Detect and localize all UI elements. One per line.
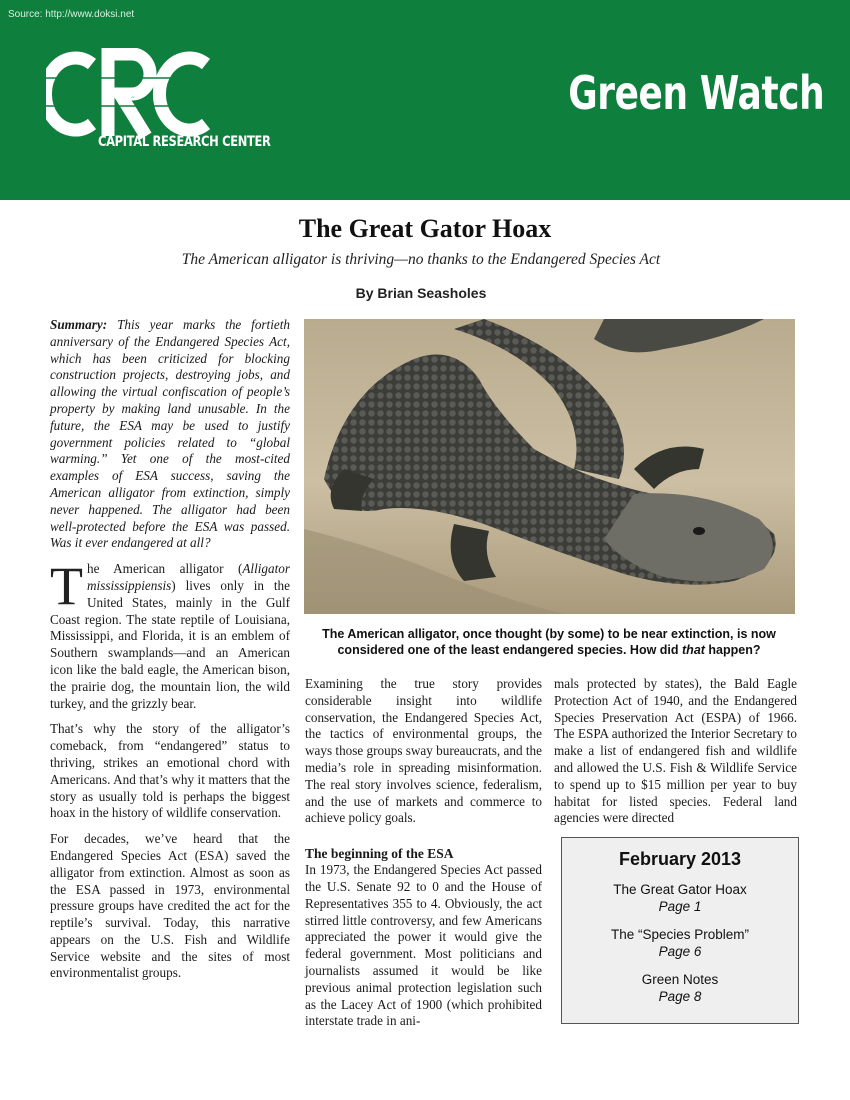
toc-item-page: Page 6 bbox=[658, 944, 702, 959]
toc-item[interactable] bbox=[562, 881, 798, 915]
logo-subtitle: CAPITAL RESEARCH CENTER bbox=[98, 134, 271, 150]
body-paragraph-2: That’s why the story of the alligator’s comeback, from “endangered” status to thriving, strikes an emotional chord with Americans. And that’s why it matters that the story as usually told is perhaps the biggest hoax in the history of wildlife conservation. bbox=[50, 721, 290, 821]
column-middle bbox=[305, 676, 542, 1030]
toc-item-title: Green Notes bbox=[641, 972, 719, 987]
intro-paragraph bbox=[50, 556, 290, 712]
column-left bbox=[50, 317, 290, 991]
column-right bbox=[554, 676, 797, 827]
caption-text-b: happen? bbox=[704, 643, 761, 657]
article-subtitle: The American alligator is thriving—no thanks to the Endangered Species Act bbox=[181, 251, 661, 268]
intro-text-b: ) lives only in the United States, mainly in the Gulf Coast region. The state reptile of Louisiana, Mississippi, and Florida, it is an emblem of Southern swamplands—and an American icon like the bald eagle, the American bison, the prairie dog, the mountain lion, the wild turkey, and the grizzly bear. bbox=[50, 577, 290, 711]
body-paragraph-6: mals protected by states), the Bald Eagle Protection Act of 1940, and the Endangered Species Preservation Act (ESPA) of 1966. The ESPA authorized the Interior Secretary to make a list of endangered fish and wildlife and allowed the U.S. Fish & Wildlife Service to spend up to $15 million per year to buy habitat for listed species. Federal land agencies were directed bbox=[554, 676, 797, 826]
caption-text-a: The American alligator, once thought (by some) to be near extinction, is now considered one of the least endangered species. How did bbox=[322, 627, 776, 657]
publication-title: Green Watch bbox=[567, 66, 824, 120]
summary-label: Summary: bbox=[50, 317, 108, 332]
article-byline: By Brian Seasholes bbox=[355, 285, 487, 301]
issue-date: February 2013 bbox=[618, 849, 742, 869]
alligator-photo bbox=[304, 319, 795, 614]
toc-item-title: The “Species Problem” bbox=[610, 927, 750, 942]
section-heading: The beginning of the ESA bbox=[305, 846, 454, 862]
toc-item[interactable] bbox=[562, 971, 798, 1005]
source-note: Source: http://www.doksi.net bbox=[8, 9, 135, 20]
toc-item-page: Page 8 bbox=[658, 989, 702, 1004]
photo-caption bbox=[296, 626, 802, 658]
toc-item-page: Page 1 bbox=[658, 899, 702, 914]
article-title: The Great Gator Hoax bbox=[298, 214, 552, 243]
issue-contents-box bbox=[561, 837, 799, 1024]
toc-item[interactable] bbox=[562, 926, 798, 960]
body-paragraph-4: Examining the true story provides considerable insight into wildlife conservation, the Endangered Species Act, the tactics of environmental groups, the ways those groups sway bureaucrats, and the media’s role in spreading misinformation. The real story involves science, federalism, and the use of markets and commerce to achieve policy goals. bbox=[305, 676, 542, 826]
summary-paragraph bbox=[50, 317, 290, 552]
masthead-banner bbox=[0, 0, 850, 200]
caption-emphasis: that bbox=[682, 643, 705, 657]
species-name: Alligator mississippiensis bbox=[87, 561, 290, 593]
alligator-illustration bbox=[304, 319, 795, 614]
drop-cap: T bbox=[50, 556, 83, 617]
body-paragraph-5: In 1973, the Endangered Species Act passed the U.S. Senate 92 to 0 and the House of Representatives 355 to 4. Obviously, the act stirred little controversy, and few Americans appreciated the power it would give the federal government. Most politicians and journalists assumed it would be like previous animal protection legislation such as the Lacey Act of 1900 (which prohibited interstate trade in ani- bbox=[305, 862, 542, 1029]
crc-logo bbox=[46, 48, 286, 158]
logo-letters-text: CRC bbox=[131, 97, 136, 99]
summary-text: This year marks the fortieth anniversary of the Endangered Species Act, which has been criticized for blocking construction projects, destroying jobs, and allowing the virtual confiscation of people’s property by making land unusable. In the future, the ESA may be used to justify government policies related to “global warming.” Yet one of the most-cited examples of ESA success, saving the American alligator from extinction, simply never happened. The alligator had been well-protected before the ESA was passed. Was it ever endangered at all? bbox=[50, 317, 290, 551]
intro-text-a: he American alligator ( bbox=[87, 561, 243, 577]
crc-logo-letters bbox=[46, 48, 216, 140]
body-paragraph-3: For decades, we’ve heard that the Endangered Species Act (ESA) saved the alligator from extinction. Almost as soon as the ESA passed in 1973, environmental pressure groups have credited the act for the reptile’s survival. Today, this narrative appears on the U.S. Fish and Wildlife Service website and the sites of most environmentalist groups. bbox=[50, 831, 290, 981]
toc-item-title: The Great Gator Hoax bbox=[613, 882, 747, 897]
